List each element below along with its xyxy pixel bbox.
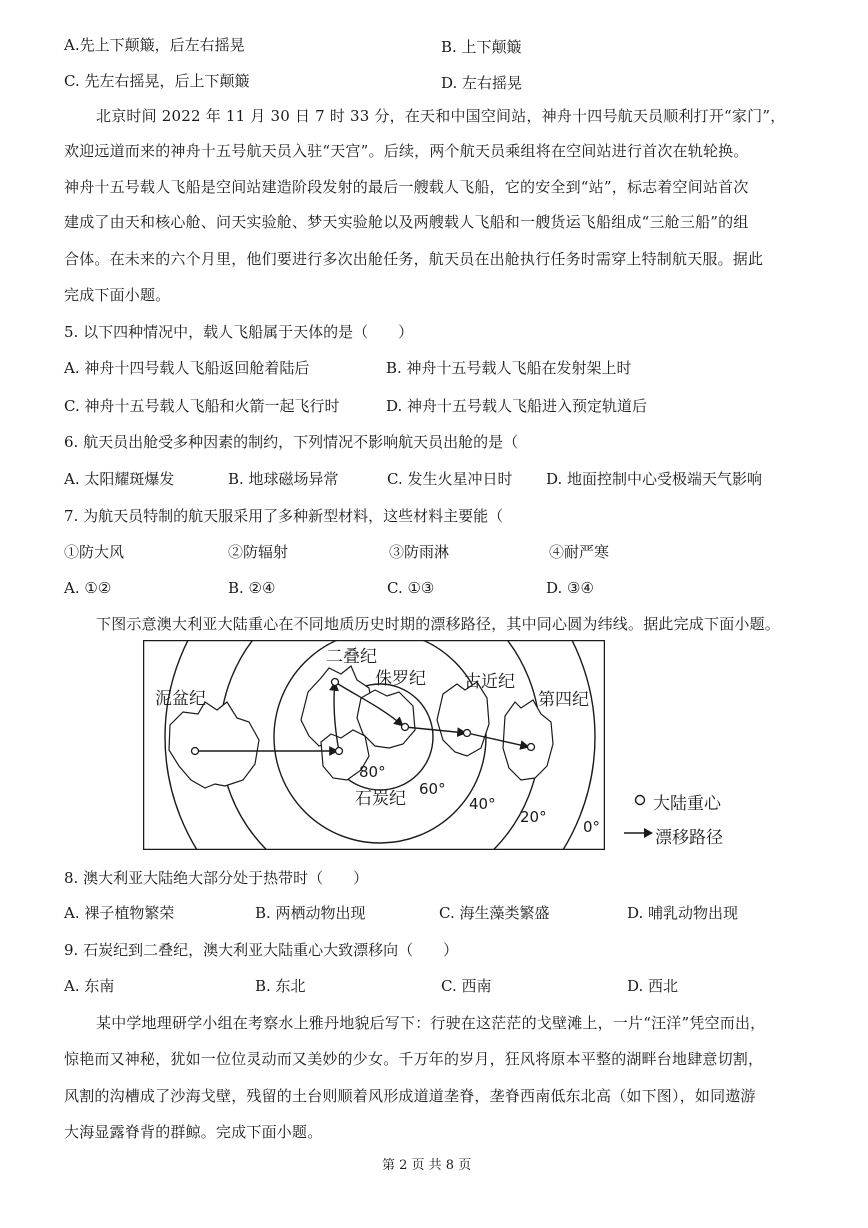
passage-line: 建成了由天和核心舱、问天实验舱、梦天实验舱以及两艘载人飞船和一艘货运飞船组成“三舱三船”的组 — [64, 213, 749, 231]
legend-path-label: 漂移路径 — [655, 828, 723, 848]
q9-option-d: D. 西北 — [627, 977, 679, 995]
q5-option-c: C. 神舟十五号载人飞船和火箭一起飞行时 — [64, 397, 340, 415]
passage-line: 某中学地理研学小组在考察水上雅丹地貌后写下：行驶在这茫茫的戈壁滩上，一片“汪洋”凭空而出， — [96, 1014, 766, 1032]
q7-option-d: D. ③④ — [546, 579, 594, 597]
q9-option-b: B. 东北 — [255, 977, 306, 995]
q6-stem: 6. 航天员出舱受多种因素的制约，下列情况不影响航天员出舱的是（ — [64, 433, 519, 451]
q7-item-3: ③防雨淋 — [389, 543, 450, 561]
q9-stem: 9. 石炭纪到二叠纪，澳大利亚大陆重心大致漂移向（ ） — [64, 941, 459, 959]
center-point-devonian — [192, 748, 199, 755]
center-point-carboniferous — [336, 748, 343, 755]
q4-option-c: C. 先左右摇晃，后上下颠簸 — [64, 72, 250, 90]
latitude-label-60: 60° — [419, 780, 446, 798]
latitude-label-0: 0° — [583, 818, 601, 836]
q9-option-a: A. 东南 — [64, 977, 115, 995]
center-point-jurassic — [402, 724, 409, 731]
q9-option-c: C. 西南 — [441, 977, 492, 995]
q6-option-a: A. 太阳耀斑爆发 — [64, 470, 175, 488]
q6-option-b: B. 地球磁场异常 — [228, 470, 339, 488]
q7-item-2: ②防辐射 — [228, 543, 289, 561]
q8-option-b: B. 两栖动物出现 — [255, 904, 366, 922]
center-point-permian — [332, 679, 339, 686]
q8-stem: 8. 澳大利亚大陆绝大部分处于热带时（ ） — [64, 869, 369, 887]
label-jurassic: 侏罗纪 — [375, 669, 426, 689]
q7-option-b: B. ②④ — [228, 579, 276, 597]
q4-option-d: D. 左右摇晃 — [441, 74, 523, 92]
latitude-label-80: 80° — [359, 763, 386, 781]
q8-option-c: C. 海生藻类繁盛 — [439, 904, 550, 922]
legend-center-icon — [633, 793, 647, 807]
latitude-label-40: 40° — [469, 795, 496, 813]
label-carboniferous: 石炭纪 — [355, 789, 406, 809]
q8-option-a: A. 裸子植物繁荣 — [64, 904, 175, 922]
q7-item-1: ①防大风 — [64, 543, 125, 561]
passage-line: 神舟十五号载人飞船是空间站建造阶段发射的最后一艘载人飞船，它的安全到“站”，标志着空间站首次 — [64, 178, 749, 196]
q7-stem: 7. 为航天员特制的航天服采用了多种新型材料，这些材料主要能（ — [64, 507, 504, 525]
label-devonian: 泥盆纪 — [155, 689, 206, 709]
passage-line: 惊艳而又神秘，犹如一位位灵动而又美妙的少女。千万年的岁月，狂风将原本平整的湖畔台地肆意切割， — [64, 1050, 764, 1068]
q4-option-b: B. 上下颠簸 — [441, 38, 522, 56]
q4-option-a: A.先上下颠簸，后左右摇晃 — [64, 36, 245, 54]
passage-line: 完成下面小题。 — [64, 286, 171, 304]
q6-option-d: D. 地面控制中心受极端天气影响 — [546, 470, 763, 488]
q7-option-a: A. ①② — [64, 579, 112, 597]
legend-center-label: 大陆重心 — [653, 794, 721, 814]
q5-stem: 5. 以下四种情况中，载人飞船属于天体的是（ ） — [64, 323, 414, 341]
center-point-paleogene — [464, 730, 471, 737]
passage-line: 风割的沟槽成了沙海戈壁，残留的土台则顺着风形成道道垄脊，垄脊西南低东北高（如下图），如同遨游 — [64, 1087, 756, 1105]
label-quaternary: 第四纪 — [538, 690, 589, 710]
q8-option-d: D. 哺乳动物出现 — [627, 904, 739, 922]
passage-line: 合体。在未来的六个月里，他们要进行多次出舱任务，航天员在出舱执行任务时需穿上特制航天服。据此 — [64, 250, 764, 268]
q5-option-b: B. 神舟十五号载人飞船在发射架上时 — [386, 359, 632, 377]
center-point-quaternary — [528, 744, 535, 751]
latitude-label-20: 20° — [520, 808, 547, 826]
passage-line: 大海显露脊背的群鲸。完成下面小题。 — [64, 1123, 323, 1141]
map-intro: 下图示意澳大利亚大陆重心在不同地质历史时期的漂移路径，其中同心圆为纬线。据此完成下面小题。 — [96, 615, 781, 633]
page-footer: 第 2 页 共 8 页 — [382, 1158, 472, 1173]
q7-item-4: ④耐严寒 — [549, 543, 610, 561]
drift-map — [143, 640, 605, 850]
q5-option-d: D. 神舟十五号载人飞船进入预定轨道后 — [386, 397, 648, 415]
legend-arrow-icon — [622, 826, 654, 840]
passage-line: 欢迎远道而来的神舟十五号航天员入驻“天宫”。后续，两个航天员乘组将在空间站进行首次在轨轮换。 — [64, 142, 749, 160]
label-paleogene: 古近纪 — [464, 672, 515, 692]
passage-line: 北京时间 2022 年 11 月 30 日 7 时 33 分，在天和中国空间站，神舟十四号航天员顺利打开“家门”， — [96, 107, 786, 125]
q6-option-c: C. 发生火星冲日时 — [387, 470, 513, 488]
q7-option-c: C. ①③ — [387, 579, 435, 597]
q5-option-a: A. 神舟十四号载人飞船返回舱着陆后 — [64, 359, 310, 377]
label-permian: 二叠纪 — [326, 647, 377, 667]
